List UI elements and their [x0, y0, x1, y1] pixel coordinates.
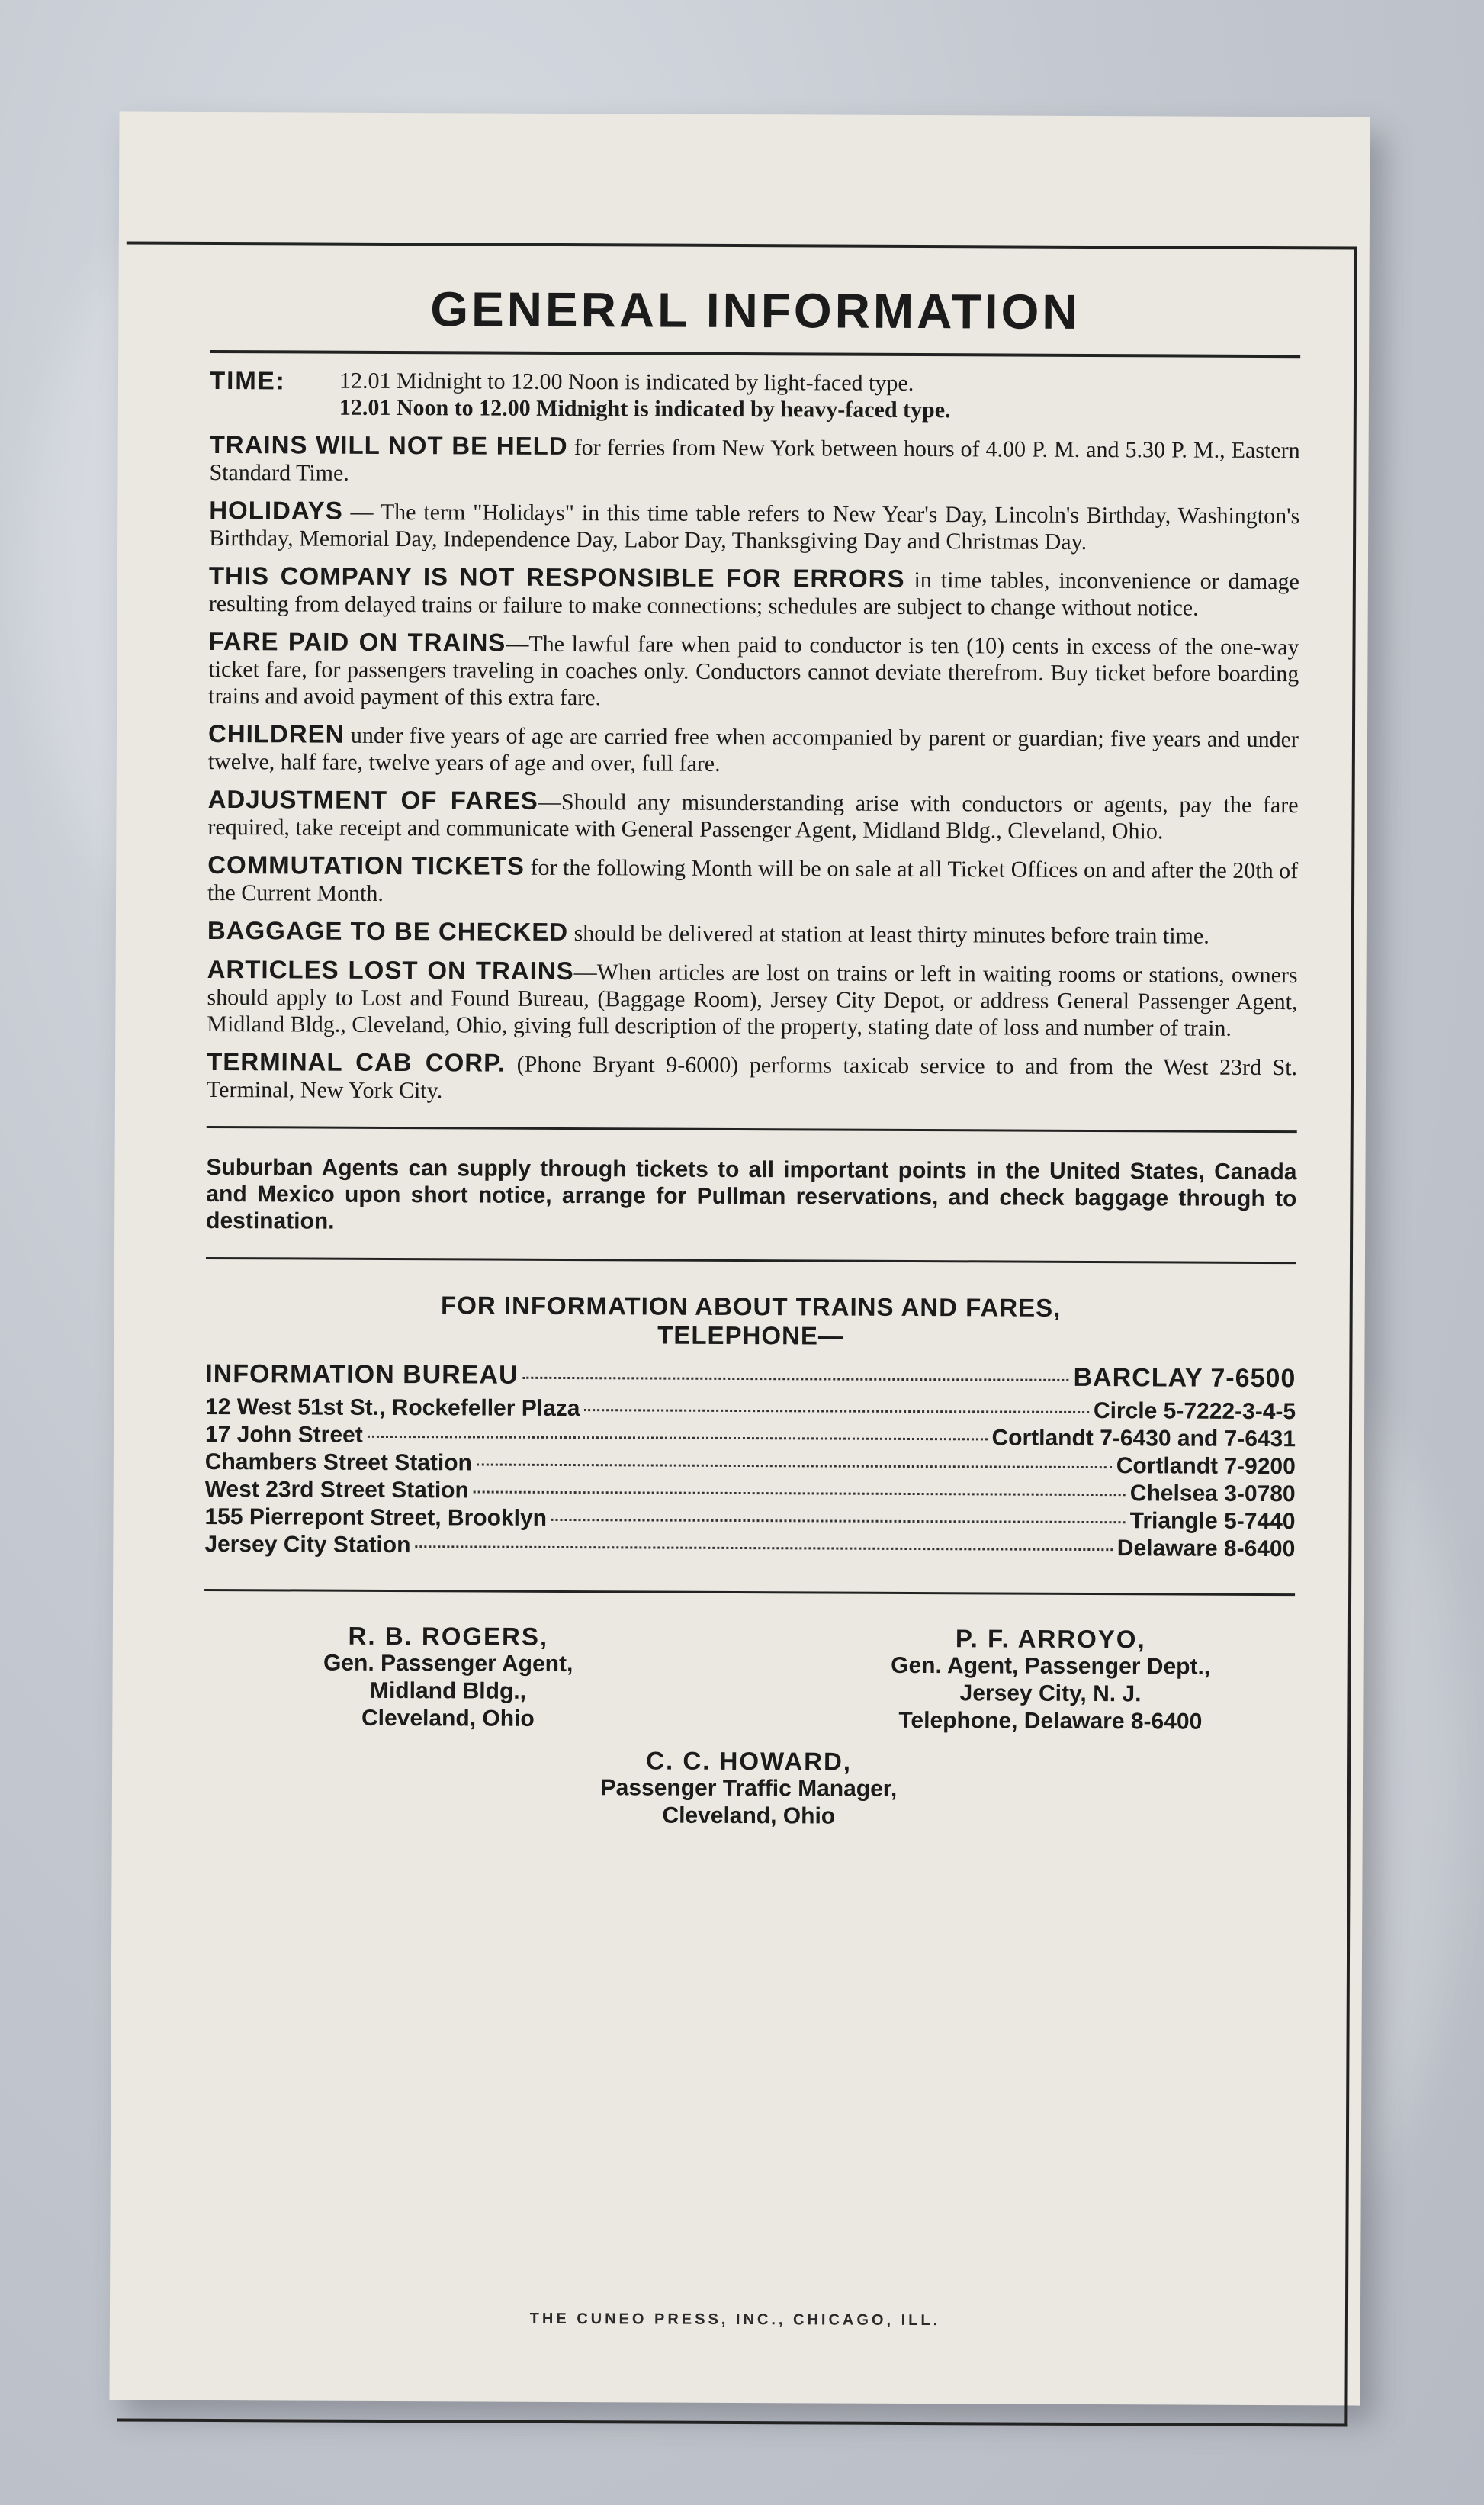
section-text: —When articles are lost on trains or left in waiting rooms or stations, owners should apply to Lost and Found Bureau, (Baggage Room), Jersey City Depot, or address General Passenger Agent, Midland Bldg., Cleveland, Ohio, giving full description of the property, stating date of loss and number of train. [207, 960, 1298, 1041]
telephone-heading-line1: FOR INFORMATION ABOUT TRAINS AND FARES, [441, 1291, 1062, 1322]
info-section [209, 431, 1299, 490]
phone-location: Chambers Street Station [204, 1449, 472, 1476]
section-keyword: HOLIDAYS [209, 495, 343, 525]
section-text: in time tables, inconvenience or damage resulting from delayed trains or failure to make connections; schedules are subject to change without notice. [208, 567, 1299, 621]
suburban-agents-note: Suburban Agents can supply through tickets to all important points in the United States, Canada and Mexico upon short notice, arrange for Pullman reservations, and check baggage through to destination. [206, 1154, 1297, 1234]
info-section [208, 720, 1299, 780]
info-section [209, 562, 1299, 622]
leader-dots [415, 1545, 1112, 1551]
time-heavy-faced: 12.01 Noon to 12.00 Midnight is indicated by heavy-faced type. [339, 394, 951, 423]
signatory-name: P. F. ARROYO, [955, 1624, 1146, 1654]
title-rule [210, 350, 1300, 358]
signatory-city: Cleveland, Ohio [361, 1705, 535, 1732]
signatory-phone: Telephone, Delaware 8-6400 [898, 1707, 1203, 1735]
section-rule [204, 1589, 1295, 1596]
page-title: GENERAL INFORMATION [430, 281, 1081, 339]
section-keyword: ARTICLES LOST ON TRAINS [207, 954, 574, 986]
printer-imprint: THE CUNEO PRESS, INC., CHICAGO, ILL. [529, 2310, 941, 2330]
phone-location: 155 Pierrepont Street, Brooklyn [204, 1503, 548, 1531]
info-sections [207, 431, 1300, 1108]
leader-dots [477, 1463, 1112, 1468]
signatory-howard [204, 1745, 1294, 1832]
info-section [207, 956, 1297, 1042]
phone-location: West 23rd Street Station [204, 1476, 469, 1503]
signatory-address: Jersey City, N. J. [959, 1680, 1142, 1707]
phone-row [205, 1449, 1296, 1481]
info-section [207, 1048, 1297, 1108]
phone-number: Delaware 8-6400 [1116, 1535, 1296, 1562]
phone-location: 12 West 51st St., Rockefeller Plaza [205, 1394, 580, 1422]
section-text: under five years of age are carried free when accompanied by parent or guardian; five years and under twelve, half fare, twelve years of age and over, full fare. [207, 722, 1299, 777]
signatory-title: Gen. Passenger Agent, [323, 1650, 573, 1677]
phone-row [205, 1421, 1296, 1453]
leader-dots [368, 1436, 988, 1441]
signatory-name: C. C. HOWARD, [646, 1746, 853, 1776]
info-section [207, 917, 1298, 950]
general-information-panel [204, 280, 1301, 1832]
signatory-arroyo [806, 1624, 1295, 1736]
section-text: should be delivered at station at least thirty minutes before train time. [568, 921, 1209, 949]
phone-location: Jersey City Station [204, 1531, 411, 1558]
info-section [207, 786, 1298, 845]
info-section [208, 628, 1299, 714]
info-section [207, 851, 1298, 911]
section-keyword: COMMUTATION TICKETS [207, 850, 525, 880]
telephone-directory [204, 1360, 1296, 1563]
phone-location: 17 John Street [204, 1421, 363, 1448]
leader-dots [474, 1490, 1126, 1496]
signatory-title: Passenger Traffic Manager, [600, 1775, 898, 1802]
section-text: —The lawful fare when paid to conductor is ten (10) cents in excess of the one-way ticket fare, for passengers traveling in coaches only. Conductors cannot deviate therefrom. Buy ticket before boarding trains and avoid payment of this extra fare. [208, 631, 1299, 711]
timetable-card [109, 111, 1370, 2405]
time-light-faced: 12.01 Midnight to 12.00 Noon is indicated by light-faced type. [339, 368, 914, 396]
section-rule [206, 1257, 1296, 1264]
signatory-rogers [204, 1622, 692, 1734]
section-keyword: BAGGAGE TO BE CHECKED [207, 915, 569, 947]
phone-row [204, 1503, 1295, 1535]
signatories [204, 1622, 1295, 1736]
section-keyword: THIS COMPANY IS NOT RESPONSIBLE FOR ERRORS [208, 561, 905, 593]
section-text: for ferries from New York between hours of 4.00 P. M. and 5.30 P. M., Eastern Standard Time. [209, 435, 1300, 486]
signatory-address: Midland Bldg., [369, 1677, 527, 1704]
phone-row [205, 1394, 1296, 1426]
section-keyword: ADJUSTMENT OF FARES [207, 784, 538, 815]
phone-row [205, 1476, 1296, 1508]
leader-dots [523, 1377, 1069, 1381]
leader-dots [551, 1519, 1126, 1523]
phone-location: INFORMATION BUREAU [205, 1359, 519, 1390]
telephone-heading [205, 1290, 1296, 1352]
phone-number: Cortlandt 7-9200 [1116, 1453, 1296, 1480]
section-rule [207, 1126, 1297, 1133]
leader-dots [584, 1409, 1088, 1413]
section-text: —Should any misunderstanding arise with conductors or agents, pay the fare required, take receipt and communicate with General Passenger Agent, Midland Bldg., Cleveland, Ohio. [207, 789, 1299, 844]
signatory-city: Cleveland, Ohio [662, 1802, 836, 1829]
section-text: (Phone Bryant 9-6000) performs taxicab service to and from the West 23rd St. Terminal, New York City. [206, 1051, 1298, 1104]
info-section [209, 497, 1299, 556]
signatory-name: R. B. ROGERS, [348, 1621, 549, 1651]
phone-number: BARCLAY 7-6500 [1073, 1362, 1296, 1394]
section-keyword: TRAINS WILL NOT BE HELD [209, 429, 568, 461]
phone-number: Circle 5-7222-3-4-5 [1093, 1398, 1296, 1425]
phone-row [205, 1360, 1296, 1392]
section-keyword: FARE PAID ON TRAINS [208, 626, 506, 657]
section-keyword: TERMINAL CAB CORP. [207, 1047, 506, 1077]
signatory-title: Gen. Agent, Passenger Dept., [891, 1652, 1211, 1680]
time-body [339, 368, 1300, 425]
phone-row [204, 1531, 1295, 1563]
time-label: TIME: [209, 365, 286, 395]
phone-number: Cortlandt 7-6430 and 7-6431 [991, 1425, 1296, 1452]
section-text: for the following Month will be on sale at all Ticket Offices on and after the 20th of the Current Month. [207, 854, 1299, 906]
section-keyword: CHILDREN [207, 719, 345, 748]
telephone-heading-line2: TELEPHONE— [657, 1320, 844, 1350]
phone-number: Triangle 5-7440 [1129, 1508, 1296, 1535]
phone-number: Chelsea 3-0780 [1129, 1481, 1296, 1507]
section-text: — The term "Holidays" in this time table refers to New Year's Day, Lincoln's Birthday, Washington's Birthday, Memorial Day, Independence Day, Labor Day, Thanksgiving Day and Christmas Day. [209, 499, 1300, 555]
time-note [210, 367, 1300, 425]
